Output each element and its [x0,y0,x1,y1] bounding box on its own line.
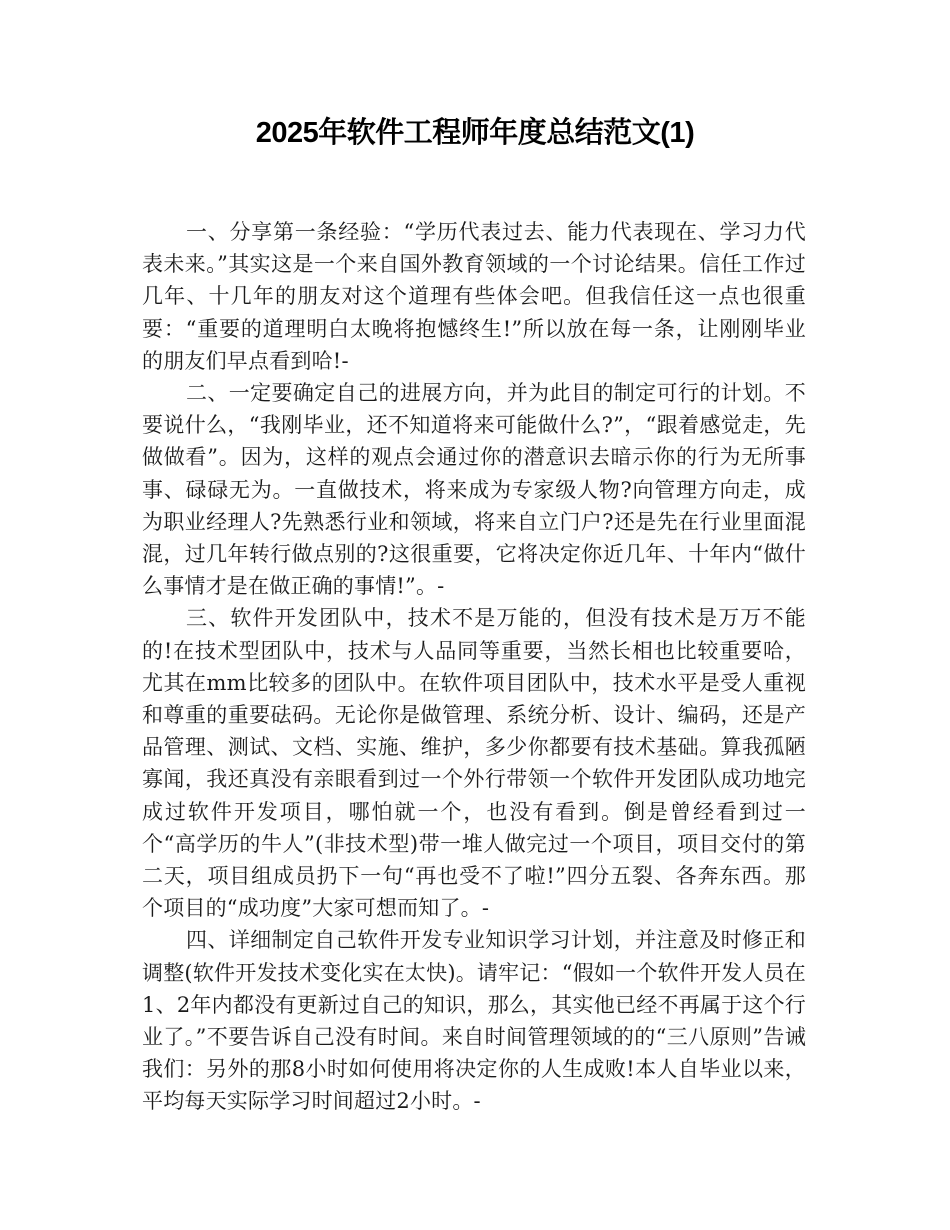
paragraph-4: 四、详细制定自己软件开发专业知识学习计划，并注意及时修正和调整(软件开发技术变化实在太快)。请牢记：“假如一个软件开发人员在1、2年内都没有更新过自己的知识，那么，其实他已经不再属于这个行业了。”不要告诉自己没有时间。来自时间管理领域的的“三八原则”告诫我们：另外的那8小时如何使用将决定你的人生成败!本人自毕业以来，平均每天实际学习时间超过2小时。- [142,928,806,1114]
document-title: 2025年软件工程师年度总结范文(1) [255,117,695,149]
paragraph-2: 二、一定要确定自己的进展方向，并为此目的制定可行的计划。不要说什么，“我刚毕业，还不知道将来可能做什么?”，“跟着感觉走，先做做看”。因为，这样的观点会通过你的潜意识去暗示你的行为无所事事、碌碌无为。一直做技术，将来成为专家级人物?向管理方向走，成为职业经理人?先熟悉行业和领域，将来自立门户?还是先在行业里面混混，过几年转行做点别的?这很重要，它将决定你近几年、十年内“做什么事情才是在做正确的事情!”。- [142,381,806,599]
document-body [142,216,806,1118]
paragraph-1: 一、分享第一条经验：“学历代表过去、能力代表现在、学习力代表未来。”其实这是一个来自国外教育领域的一个讨论结果。信任工作过几年、十几年的朋友对这个道理有些体会吧。但我信任这一点也很重要：“重要的道理明白太晚将抱憾终生!”所以放在每一条，让刚刚毕业的朋友们早点看到哈!- [142,220,806,373]
paragraph-3: 三、软件开发团队中，技术不是万能的，但没有技术是万万不能的!在技术型团队中，技术与人品同等重要，当然长相也比较重要哈，尤其在mm比较多的团队中。在软件项目团队中，技术水平是受人重视和尊重的重要砝码。无论你是做管理、系统分析、设计、编码，还是产品管理、测试、文档、实施、维护，多少你都要有技术基础。算我孤陋寡闻，我还真没有亲眼看到过一个外行带领一个软件开发团队成功地完成过软件开发项目，哪怕就一个，也没有看到。倒是曾经看到过一个“高学历的牛人”(非技术型)带一堆人做完过一个项目，项目交付的第二天，项目组成员扔下一句“再也受不了啦!”四分五裂、各奔东西。那个项目的“成功度”大家可想而知了。- [142,606,806,921]
